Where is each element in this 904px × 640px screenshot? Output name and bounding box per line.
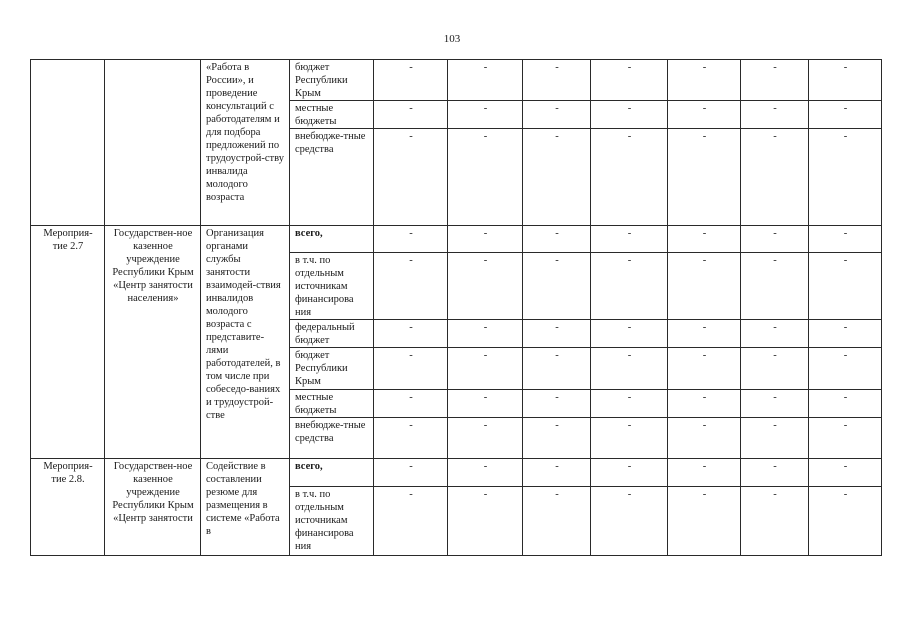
value-cell [591, 320, 668, 348]
value-cell [523, 101, 591, 129]
value-cell [591, 459, 668, 487]
value-text: - [483, 392, 488, 403]
value-text: - [409, 131, 413, 142]
value-cell [741, 60, 809, 101]
value-cell [809, 320, 882, 348]
value-cell [523, 320, 591, 348]
value-cell [374, 418, 448, 459]
table-body [31, 60, 882, 556]
value-cell [741, 390, 809, 418]
value-text: - [409, 420, 413, 431]
value-text: - [627, 392, 632, 403]
funding-table [30, 59, 882, 556]
value-cell [741, 348, 809, 390]
funding-source-cell: в т.ч. по отдельным источникам финансирова ния [290, 487, 374, 556]
value-text: - [555, 131, 559, 142]
value-text: - [483, 228, 488, 239]
measure-cell: Мероприя-тие 2.8. [31, 459, 105, 556]
value-text: - [702, 350, 707, 361]
value-cell [741, 129, 809, 226]
page-number: 103 [443, 33, 461, 45]
funding-source-cell: всего, [290, 226, 374, 253]
value-cell [448, 253, 523, 320]
value-text: - [409, 255, 413, 266]
value-text: - [843, 255, 848, 266]
value-cell [523, 60, 591, 101]
value-cell [448, 320, 523, 348]
funding-source-cell: в т.ч. по отдельным источникам финансирова ния [290, 253, 374, 320]
value-cell [374, 253, 448, 320]
value-cell [591, 390, 668, 418]
table-row [31, 226, 882, 253]
value-text: - [773, 420, 777, 431]
value-text: - [773, 255, 777, 266]
value-text: - [773, 62, 777, 73]
value-text: - [483, 489, 488, 500]
funding-source-cell: местные бюджеты [290, 101, 374, 129]
value-cell [741, 459, 809, 487]
value-cell [591, 487, 668, 556]
value-cell [591, 253, 668, 320]
value-text: - [843, 131, 848, 142]
value-text: - [627, 350, 632, 361]
value-cell [668, 226, 741, 253]
value-text: - [702, 392, 707, 403]
value-text: - [483, 461, 488, 472]
value-text: - [702, 228, 707, 239]
value-text: - [409, 392, 413, 403]
value-text: - [702, 62, 707, 73]
value-text: - [843, 392, 848, 403]
executor-cell [105, 60, 201, 226]
value-cell [741, 320, 809, 348]
value-text: - [627, 322, 632, 333]
value-text: - [702, 131, 707, 142]
measure-cell [31, 60, 105, 226]
value-cell [374, 487, 448, 556]
value-cell [374, 129, 448, 226]
value-text: - [627, 62, 632, 73]
value-cell [591, 226, 668, 253]
value-text: - [409, 322, 413, 333]
value-text: - [843, 489, 848, 500]
value-cell [668, 418, 741, 459]
value-text: - [483, 255, 488, 266]
value-text: - [483, 322, 488, 333]
value-cell [591, 418, 668, 459]
value-cell [448, 418, 523, 459]
value-cell [668, 390, 741, 418]
value-text: - [773, 350, 777, 361]
value-text: - [843, 103, 848, 114]
value-cell [523, 459, 591, 487]
value-cell [374, 320, 448, 348]
executor-cell: Государствен-ное казенное учреждение Республики Крым «Центр занятости населения» [105, 226, 201, 459]
value-cell [523, 129, 591, 226]
table-row [31, 459, 882, 487]
value-cell [523, 348, 591, 390]
value-text: - [773, 228, 777, 239]
funding-source-cell: внебюдже-тные средства [290, 129, 374, 226]
value-cell [741, 487, 809, 556]
value-cell [374, 226, 448, 253]
value-cell [668, 129, 741, 226]
value-cell [809, 101, 882, 129]
value-cell [448, 487, 523, 556]
value-cell [591, 60, 668, 101]
value-text: - [773, 489, 777, 500]
value-cell [809, 60, 882, 101]
value-text: - [555, 461, 559, 472]
value-cell [591, 129, 668, 226]
value-cell [741, 226, 809, 253]
description-cell: «Работа в России», и проведение консультаций с работодателям и для подбора предложений по трудоустрой-ству инвалида молодого возраста [201, 60, 290, 226]
value-text: - [702, 420, 707, 431]
executor-cell: Государствен-ное казенное учреждение Республики Крым «Центр занятости [105, 459, 201, 556]
value-text: - [773, 131, 777, 142]
value-text: - [483, 420, 488, 431]
value-cell [523, 487, 591, 556]
value-text: - [555, 489, 559, 500]
value-text: - [555, 255, 559, 266]
value-cell [448, 101, 523, 129]
value-text: - [555, 228, 559, 239]
value-text: - [409, 350, 413, 361]
value-cell [374, 390, 448, 418]
funding-source-cell: бюджет Республики Крым [290, 60, 374, 101]
value-text: - [773, 461, 777, 472]
value-cell [809, 348, 882, 390]
value-cell [809, 487, 882, 556]
value-cell [374, 348, 448, 390]
funding-source-cell: бюджет Республики Крым [290, 348, 374, 390]
value-text: - [627, 228, 632, 239]
value-text: - [843, 420, 848, 431]
value-text: - [773, 392, 777, 403]
value-text: - [627, 489, 632, 500]
value-text: - [409, 489, 413, 500]
value-text: - [843, 62, 848, 73]
value-cell [668, 348, 741, 390]
funding-source-cell: всего, [290, 459, 374, 487]
value-text: - [702, 489, 707, 500]
value-text: - [627, 103, 632, 114]
value-cell [448, 226, 523, 253]
value-text: - [555, 103, 559, 114]
value-text: - [483, 62, 488, 73]
value-text: - [555, 420, 559, 431]
value-cell [668, 60, 741, 101]
description-cell: Содействие в составлении резюме для размещения в системе «Работа в [201, 459, 290, 556]
value-text: - [773, 322, 777, 333]
value-cell [374, 101, 448, 129]
value-text: - [843, 228, 848, 239]
value-text: - [702, 103, 707, 114]
value-text: - [702, 255, 707, 266]
value-text: - [627, 420, 632, 431]
value-cell [448, 348, 523, 390]
value-cell [374, 60, 448, 101]
value-cell [809, 459, 882, 487]
table-row [31, 60, 882, 101]
value-cell [741, 418, 809, 459]
value-cell [668, 253, 741, 320]
value-text: - [483, 350, 488, 361]
value-cell [523, 253, 591, 320]
value-text: - [409, 103, 413, 114]
value-cell [591, 348, 668, 390]
value-text: - [555, 322, 559, 333]
value-text: - [843, 322, 848, 333]
value-text: - [409, 228, 413, 239]
measure-cell: Мероприя-тие 2.7 [31, 226, 105, 459]
value-text: - [773, 103, 777, 114]
value-cell [448, 129, 523, 226]
value-text: - [409, 62, 413, 73]
funding-source-cell: местные бюджеты [290, 390, 374, 418]
value-cell [809, 418, 882, 459]
value-text: - [555, 392, 559, 403]
value-text: - [409, 461, 413, 472]
value-text: - [555, 62, 559, 73]
value-text: - [702, 322, 707, 333]
value-cell [523, 226, 591, 253]
value-cell [809, 390, 882, 418]
value-cell [809, 253, 882, 320]
funding-source-cell: внебюдже-тные средства [290, 418, 374, 459]
value-cell [448, 459, 523, 487]
value-cell [523, 390, 591, 418]
value-cell [809, 129, 882, 226]
value-cell [668, 320, 741, 348]
value-text: - [627, 131, 632, 142]
value-text: - [843, 461, 848, 472]
value-cell [809, 226, 882, 253]
value-text: - [483, 103, 488, 114]
value-cell [448, 390, 523, 418]
value-text: - [627, 461, 632, 472]
value-text: - [627, 255, 632, 266]
value-cell [668, 101, 741, 129]
value-text: - [555, 350, 559, 361]
value-cell [741, 253, 809, 320]
funding-source-cell: федеральный бюджет [290, 320, 374, 348]
value-text: - [702, 461, 707, 472]
description-cell: Организация органами службы занятости взаимодей-ствия инвалидов молодого возраста с представите-лями работодателей, в том числе при собеседо-ваниях и трудоустрой-стве [201, 226, 290, 459]
value-text: - [843, 350, 848, 361]
value-cell [668, 487, 741, 556]
value-cell [741, 101, 809, 129]
value-cell [448, 60, 523, 101]
value-cell [591, 101, 668, 129]
value-text: - [483, 131, 488, 142]
value-cell [523, 418, 591, 459]
value-cell [668, 459, 741, 487]
value-cell [374, 459, 448, 487]
